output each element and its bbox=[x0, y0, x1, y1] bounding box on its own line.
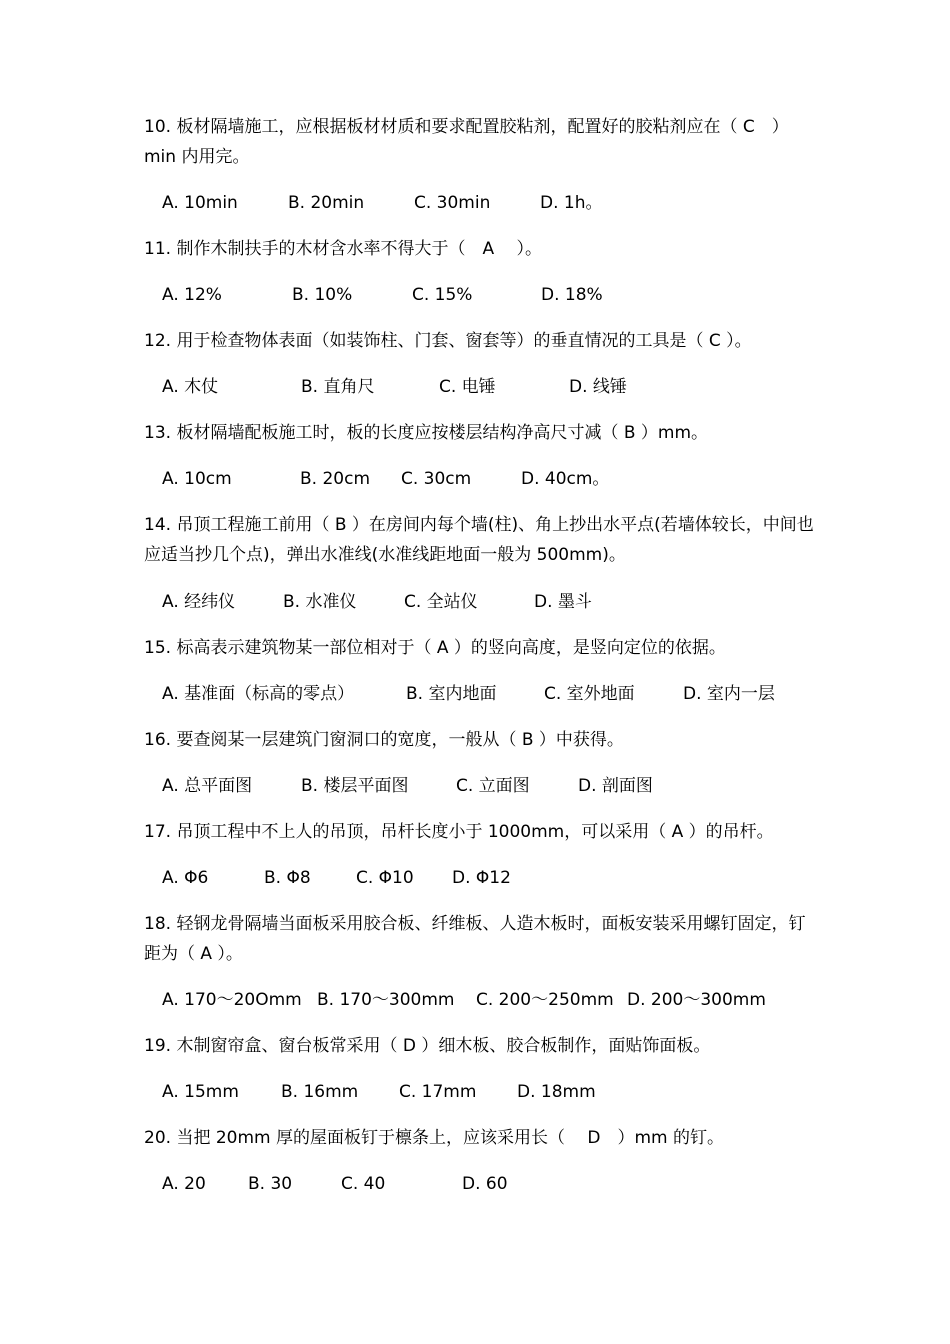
option-b: B. 水准仪 bbox=[283, 592, 357, 612]
option-c: C. 30min bbox=[414, 193, 491, 213]
question-11: 11. 制作木制扶手的木材含水率不得大于（ A ）。 bbox=[144, 239, 542, 259]
option-c: C. 15% bbox=[412, 285, 473, 305]
option-d: D. 40cm。 bbox=[521, 469, 610, 489]
option-d: D. 200～300mm bbox=[627, 990, 766, 1010]
option-b: B. Φ8 bbox=[264, 868, 311, 888]
option-d: D. 60 bbox=[462, 1174, 508, 1194]
option-b: B. 20min bbox=[288, 193, 365, 213]
option-a: A. 木仗 bbox=[162, 377, 219, 397]
option-d: D. 剖面图 bbox=[578, 776, 653, 796]
option-d: D. 室内一层 bbox=[683, 684, 775, 704]
option-d: D. 18% bbox=[541, 285, 603, 305]
option-b: B. 30 bbox=[248, 1174, 293, 1194]
option-a: A. Φ6 bbox=[162, 868, 209, 888]
option-a: A. 15mm bbox=[162, 1082, 239, 1102]
question-19: 19. 木制窗帘盒、窗台板常采用（ D ）细木板、胶合板制作，面贴饰面板。 bbox=[144, 1036, 711, 1056]
option-c: C. 电锤 bbox=[439, 377, 496, 397]
option-c: C. 立面图 bbox=[456, 776, 530, 796]
option-d: D. 18mm bbox=[517, 1082, 596, 1102]
question-12: 12. 用于检查物体表面（如装饰柱、门套、窗套等）的垂直情况的工具是（ C ）。 bbox=[144, 331, 752, 351]
option-a: A. 10cm bbox=[162, 469, 232, 489]
option-a: A. 基准面（标高的零点） bbox=[162, 684, 355, 704]
option-d: D. 1h。 bbox=[540, 193, 603, 213]
question-20: 20. 当把 20mm 厚的屋面板钉于檩条上，应该采用长（ D ）mm 的钉。 bbox=[144, 1128, 725, 1148]
option-b: B. 直角尺 bbox=[301, 377, 375, 397]
option-d: D. Φ12 bbox=[452, 868, 511, 888]
question-10: 10. 板材隔墙施工，应根据板材材质和要求配置胶粘剂，配置好的胶粘剂应在（ C ）min 内用完。 bbox=[144, 117, 789, 167]
option-c: C. 30cm bbox=[401, 469, 472, 489]
option-b: B. 室内地面 bbox=[406, 684, 497, 704]
option-a: A. 12% bbox=[162, 285, 222, 305]
option-c: C. Φ10 bbox=[356, 868, 414, 888]
option-c: C. 40 bbox=[341, 1174, 386, 1194]
option-a: A. 10min bbox=[162, 193, 238, 213]
option-d: D. 墨斗 bbox=[534, 592, 592, 612]
option-a: A. 经纬仪 bbox=[162, 592, 236, 612]
question-15: 15. 标高表示建筑物某一部位相对于（ A ）的竖向高度，是竖向定位的依据。 bbox=[144, 638, 726, 658]
option-b: B. 10% bbox=[292, 285, 353, 305]
option-b: B. 16mm bbox=[281, 1082, 359, 1102]
option-d: D. 线锤 bbox=[569, 377, 627, 397]
option-b: B. 170～300mm bbox=[317, 990, 455, 1010]
option-c: C. 全站仪 bbox=[404, 592, 478, 612]
question-14: 14. 吊顶工程施工前用（ B ）在房间内每个墙(柱)、角上抄出水平点(若墙体较长，中间也应适当抄几个点)，弹出水准线(水准线距地面一般为 500mm)。 bbox=[144, 515, 814, 565]
option-c: C. 室外地面 bbox=[544, 684, 635, 704]
option-a: A. 170～20Omm bbox=[162, 990, 302, 1010]
option-b: B. 20cm bbox=[300, 469, 371, 489]
option-c: C. 17mm bbox=[399, 1082, 477, 1102]
option-a: A. 总平面图 bbox=[162, 776, 253, 796]
option-b: B. 楼层平面图 bbox=[301, 776, 409, 796]
option-c: C. 200～250mm bbox=[476, 990, 614, 1010]
question-13: 13. 板材隔墙配板施工时，板的长度应按楼层结构净高尺寸减（ B ）mm。 bbox=[144, 423, 709, 443]
question-16: 16. 要查阅某一层建筑门窗洞口的宽度，一般从（ B ）中获得。 bbox=[144, 730, 624, 750]
question-17: 17. 吊顶工程中不上人的吊顶，吊杆长度小于 1000mm，可以采用（ A ）的吊杆。 bbox=[144, 822, 774, 842]
option-a: A. 20 bbox=[162, 1174, 206, 1194]
question-18: 18. 轻钢龙骨隔墙当面板采用胶合板、纤维板、人造木板时，面板安装采用螺钉固定，钉距为（ A ）。 bbox=[144, 914, 806, 964]
